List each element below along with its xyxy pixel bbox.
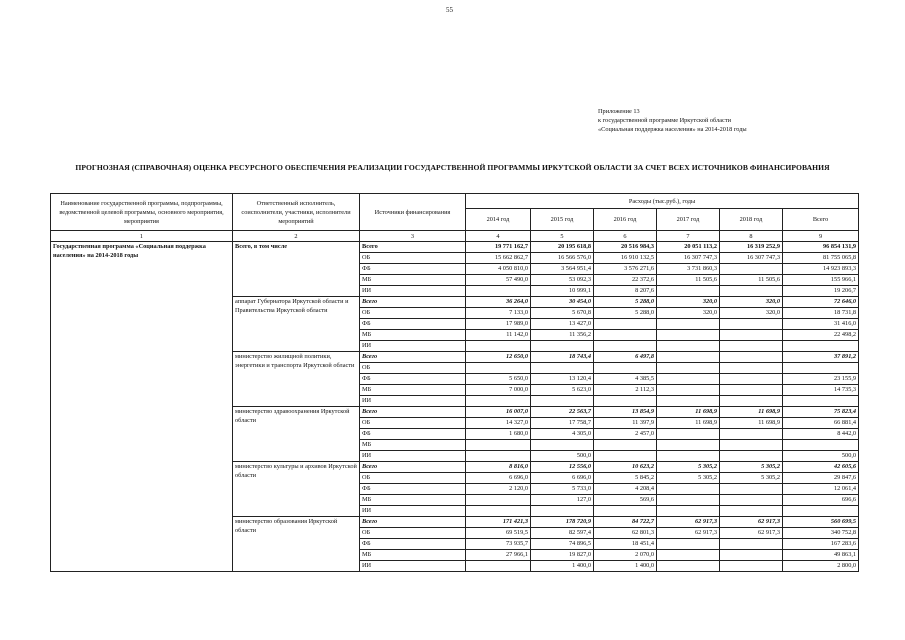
row-total-cell: 75 823,4	[783, 407, 859, 418]
value-cell: 14 327,0	[466, 418, 531, 429]
column-number: 2	[233, 231, 360, 242]
value-cell	[720, 440, 783, 451]
value-cell: 11 356,2	[531, 330, 594, 341]
value-cell	[657, 352, 720, 363]
value-cell: 27 966,1	[466, 550, 531, 561]
value-cell: 17 758,7	[531, 418, 594, 429]
header-year: 2015 год	[531, 209, 594, 231]
value-cell	[657, 484, 720, 495]
value-cell	[466, 451, 531, 462]
row-total-cell: 49 863,1	[783, 550, 859, 561]
header-total: Всего	[783, 209, 859, 231]
value-cell	[657, 495, 720, 506]
value-cell	[657, 363, 720, 374]
value-cell	[657, 451, 720, 462]
header-year: 2017 год	[657, 209, 720, 231]
header-col-name: Наименование государственной программы, подпрограммы, ведомственной целевой программы, основного мероприятия, мероприятия	[51, 194, 233, 231]
value-cell: 5 623,0	[531, 385, 594, 396]
value-cell: 6 696,0	[531, 473, 594, 484]
header-col-source: Источники финансирования	[360, 194, 466, 231]
header-expenses: Расходы (тыс.руб.), годы	[466, 194, 859, 209]
value-cell: 11 505,6	[657, 275, 720, 286]
row-total-cell: 29 847,6	[783, 473, 859, 484]
appendix-line: к государственной программе Иркутской области	[598, 117, 731, 124]
value-cell	[720, 451, 783, 462]
value-cell: 5 733,0	[531, 484, 594, 495]
value-cell	[531, 341, 594, 352]
row-total-cell	[783, 506, 859, 517]
value-cell: 12 556,0	[531, 462, 594, 473]
value-cell	[531, 440, 594, 451]
value-cell: 16 307 747,3	[720, 253, 783, 264]
value-cell: 4 385,5	[594, 374, 657, 385]
value-cell: 57 490,0	[466, 275, 531, 286]
value-cell: 20 051 113,2	[657, 242, 720, 253]
value-cell: 320,0	[720, 308, 783, 319]
value-cell	[720, 363, 783, 374]
value-cell	[720, 374, 783, 385]
program-name-cell: Государственная программа «Социальная поддержка населения» на 2014-2018 годы	[51, 242, 233, 572]
row-total-cell: 155 966,1	[783, 275, 859, 286]
row-total-cell: 560 699,5	[783, 517, 859, 528]
row-total-cell: 22 498,2	[783, 330, 859, 341]
value-cell: 127,0	[531, 495, 594, 506]
value-cell: 62 917,3	[720, 528, 783, 539]
value-cell	[657, 385, 720, 396]
value-cell: 11 698,9	[657, 407, 720, 418]
source-cell: Всего	[360, 407, 466, 418]
row-total-cell	[783, 341, 859, 352]
value-cell: 53 092,3	[531, 275, 594, 286]
value-cell	[720, 330, 783, 341]
value-cell: 1 400,0	[531, 561, 594, 572]
value-cell	[657, 506, 720, 517]
value-cell: 3 576 271,6	[594, 264, 657, 275]
value-cell	[594, 440, 657, 451]
value-cell: 5 305,2	[657, 462, 720, 473]
source-cell: ФБ	[360, 484, 466, 495]
row-total-cell: 72 646,0	[783, 297, 859, 308]
row-total-cell: 66 881,4	[783, 418, 859, 429]
row-total-cell: 12 061,4	[783, 484, 859, 495]
value-cell: 13 120,4	[531, 374, 594, 385]
source-cell: ФБ	[360, 374, 466, 385]
value-cell	[720, 506, 783, 517]
value-cell: 16 007,0	[466, 407, 531, 418]
value-cell: 19 771 162,7	[466, 242, 531, 253]
value-cell: 18 451,4	[594, 539, 657, 550]
value-cell	[720, 484, 783, 495]
executor-cell: Всего, в том числе	[233, 242, 360, 297]
row-total-cell: 18 731,8	[783, 308, 859, 319]
value-cell	[657, 561, 720, 572]
resource-table	[50, 193, 859, 572]
header-year: 2014 год	[466, 209, 531, 231]
value-cell: 13 854,9	[594, 407, 657, 418]
row-total-cell: 31 416,0	[783, 319, 859, 330]
source-cell: Всего	[360, 517, 466, 528]
row-total-cell: 14 923 893,3	[783, 264, 859, 275]
source-cell: ИИ	[360, 506, 466, 517]
value-cell	[466, 396, 531, 407]
value-cell: 5 305,2	[657, 473, 720, 484]
value-cell	[720, 396, 783, 407]
value-cell	[594, 451, 657, 462]
source-cell: МБ	[360, 385, 466, 396]
value-cell: 73 935,7	[466, 539, 531, 550]
source-cell: ОБ	[360, 253, 466, 264]
value-cell	[657, 319, 720, 330]
value-cell: 22 563,7	[531, 407, 594, 418]
value-cell: 18 743,4	[531, 352, 594, 363]
source-cell: ФБ	[360, 319, 466, 330]
value-cell	[531, 506, 594, 517]
value-cell: 320,0	[657, 297, 720, 308]
appendix-note	[598, 107, 747, 134]
value-cell	[657, 374, 720, 385]
column-number: 5	[531, 231, 594, 242]
value-cell	[466, 341, 531, 352]
row-total-cell: 42 605,6	[783, 462, 859, 473]
value-cell	[657, 341, 720, 352]
value-cell: 3 731 860,3	[657, 264, 720, 275]
value-cell: 11 698,9	[657, 418, 720, 429]
header-col-executor: Ответственный исполнитель, соисполнители, участники, исполнители мероприятий	[233, 194, 360, 231]
value-cell: 4 050 810,0	[466, 264, 531, 275]
value-cell	[657, 286, 720, 297]
value-cell: 20 195 618,8	[531, 242, 594, 253]
row-total-cell: 19 206,7	[783, 286, 859, 297]
value-cell	[594, 363, 657, 374]
row-total-cell	[783, 440, 859, 451]
value-cell: 16 319 252,9	[720, 242, 783, 253]
value-cell: 16 566 576,0	[531, 253, 594, 264]
value-cell	[720, 286, 783, 297]
row-total-cell: 8 442,0	[783, 429, 859, 440]
value-cell: 17 989,0	[466, 319, 531, 330]
row-total-cell: 14 735,3	[783, 385, 859, 396]
value-cell: 11 698,9	[720, 407, 783, 418]
value-cell: 11 142,0	[466, 330, 531, 341]
value-cell: 4 208,4	[594, 484, 657, 495]
executor-cell: министерство культуры и архивов Иркутской области	[233, 462, 360, 517]
value-cell: 62 801,3	[594, 528, 657, 539]
value-cell: 3 564 951,4	[531, 264, 594, 275]
source-cell: ИИ	[360, 286, 466, 297]
value-cell	[531, 396, 594, 407]
value-cell: 7 133,0	[466, 308, 531, 319]
source-cell: ОБ	[360, 473, 466, 484]
value-cell: 74 896,5	[531, 539, 594, 550]
source-cell: МБ	[360, 495, 466, 506]
source-cell: ИИ	[360, 561, 466, 572]
value-cell: 5 670,8	[531, 308, 594, 319]
value-cell: 10 623,2	[594, 462, 657, 473]
value-cell	[720, 319, 783, 330]
source-cell: МБ	[360, 550, 466, 561]
row-total-cell: 96 854 131,9	[783, 242, 859, 253]
row-total-cell: 500,0	[783, 451, 859, 462]
value-cell: 82 597,4	[531, 528, 594, 539]
value-cell: 2 120,0	[466, 484, 531, 495]
value-cell: 5 305,2	[720, 473, 783, 484]
value-cell: 30 454,0	[531, 297, 594, 308]
value-cell: 8 207,6	[594, 286, 657, 297]
value-cell: 5 288,0	[594, 297, 657, 308]
value-cell: 2 070,0	[594, 550, 657, 561]
value-cell: 62 917,3	[720, 517, 783, 528]
value-cell: 84 722,7	[594, 517, 657, 528]
page-number: 55	[446, 6, 453, 14]
source-cell: МБ	[360, 330, 466, 341]
source-cell: Всего	[360, 462, 466, 473]
column-number: 9	[783, 231, 859, 242]
source-cell: Всего	[360, 297, 466, 308]
value-cell	[657, 550, 720, 561]
value-cell: 19 827,0	[531, 550, 594, 561]
value-cell: 11 505,6	[720, 275, 783, 286]
value-cell	[720, 539, 783, 550]
value-cell: 7 000,0	[466, 385, 531, 396]
source-cell: ОБ	[360, 363, 466, 374]
value-cell: 5 288,0	[594, 308, 657, 319]
column-number: 4	[466, 231, 531, 242]
value-cell	[720, 341, 783, 352]
value-cell: 16 910 132,5	[594, 253, 657, 264]
appendix-line: «Социальная поддержка населения» на 2014-2018 годы	[598, 126, 747, 133]
value-cell	[657, 539, 720, 550]
value-cell: 10 999,1	[531, 286, 594, 297]
value-cell: 5 845,2	[594, 473, 657, 484]
value-cell	[720, 550, 783, 561]
value-cell	[466, 286, 531, 297]
value-cell	[466, 363, 531, 374]
value-cell	[594, 330, 657, 341]
source-cell: ИИ	[360, 341, 466, 352]
value-cell	[657, 396, 720, 407]
value-cell: 69 519,5	[466, 528, 531, 539]
value-cell: 5 650,0	[466, 374, 531, 385]
value-cell: 178 720,9	[531, 517, 594, 528]
value-cell: 1 680,0	[466, 429, 531, 440]
value-cell	[594, 319, 657, 330]
row-total-cell: 167 283,6	[783, 539, 859, 550]
value-cell: 569,6	[594, 495, 657, 506]
value-cell: 1 400,0	[594, 561, 657, 572]
row-total-cell	[783, 363, 859, 374]
executor-cell: министерство здравоохранения Иркутской области	[233, 407, 360, 462]
value-cell: 2 457,0	[594, 429, 657, 440]
value-cell: 5 305,2	[720, 462, 783, 473]
source-cell: Всего	[360, 352, 466, 363]
value-cell: 320,0	[657, 308, 720, 319]
value-cell: 11 397,9	[594, 418, 657, 429]
row-total-cell	[783, 396, 859, 407]
source-cell: ФБ	[360, 264, 466, 275]
value-cell: 6 696,0	[466, 473, 531, 484]
value-cell	[720, 352, 783, 363]
source-cell: Всего	[360, 242, 466, 253]
value-cell: 13 427,0	[531, 319, 594, 330]
source-cell: ОБ	[360, 418, 466, 429]
value-cell: 36 264,0	[466, 297, 531, 308]
value-cell	[720, 495, 783, 506]
source-cell: МБ	[360, 275, 466, 286]
value-cell: 6 497,8	[594, 352, 657, 363]
value-cell	[720, 561, 783, 572]
header-year: 2016 год	[594, 209, 657, 231]
value-cell	[657, 440, 720, 451]
source-cell: ОБ	[360, 528, 466, 539]
value-cell: 12 650,0	[466, 352, 531, 363]
value-cell: 15 662 862,7	[466, 253, 531, 264]
source-cell: ФБ	[360, 429, 466, 440]
column-number: 8	[720, 231, 783, 242]
appendix-line: Приложение 13	[598, 108, 640, 115]
value-cell: 20 516 984,3	[594, 242, 657, 253]
executor-cell: аппарат Губернатора Иркутской области и Правительства Иркутской области	[233, 297, 360, 352]
value-cell	[531, 363, 594, 374]
value-cell: 4 305,0	[531, 429, 594, 440]
column-number: 1	[51, 231, 233, 242]
value-cell: 320,0	[720, 297, 783, 308]
value-cell	[466, 495, 531, 506]
executor-cell: министерство жилищной политики, энергетики и транспорта Иркутской области	[233, 352, 360, 407]
value-cell: 11 698,9	[720, 418, 783, 429]
value-cell	[720, 385, 783, 396]
value-cell	[720, 264, 783, 275]
value-cell	[720, 429, 783, 440]
value-cell	[594, 506, 657, 517]
column-number: 7	[657, 231, 720, 242]
document-title: ПРОГНОЗНАЯ (СПРАВОЧНАЯ) ОЦЕНКА РЕСУРСНОГО ОБЕСПЕЧЕНИЯ РЕАЛИЗАЦИИ ГОСУДАРСТВЕННОЙ ПРОГРАММЫ ИРКУТСКОЙ ОБЛАСТИ ЗА СЧЕТ ВСЕХ ИСТОЧНИКОВ ФИНАНСИРОВАНИЯ	[75, 163, 830, 172]
value-cell: 8 816,0	[466, 462, 531, 473]
source-cell: МБ	[360, 440, 466, 451]
value-cell: 16 307 747,3	[657, 253, 720, 264]
value-cell: 22 372,6	[594, 275, 657, 286]
value-cell	[657, 330, 720, 341]
header-year: 2018 год	[720, 209, 783, 231]
value-cell: 62 917,3	[657, 528, 720, 539]
source-cell: ОБ	[360, 308, 466, 319]
value-cell	[466, 561, 531, 572]
value-cell: 500,0	[531, 451, 594, 462]
column-number: 6	[594, 231, 657, 242]
executor-cell: министерство образования Иркутской области	[233, 517, 360, 572]
value-cell	[657, 429, 720, 440]
value-cell	[594, 396, 657, 407]
row-total-cell: 696,6	[783, 495, 859, 506]
value-cell	[594, 341, 657, 352]
value-cell: 62 917,3	[657, 517, 720, 528]
row-total-cell: 2 800,0	[783, 561, 859, 572]
source-cell: ИИ	[360, 451, 466, 462]
row-total-cell: 81 755 065,8	[783, 253, 859, 264]
row-total-cell: 37 891,2	[783, 352, 859, 363]
row-total-cell: 23 155,9	[783, 374, 859, 385]
table-row	[51, 242, 859, 253]
column-number: 3	[360, 231, 466, 242]
value-cell: 2 112,3	[594, 385, 657, 396]
value-cell	[466, 506, 531, 517]
row-total-cell: 340 752,8	[783, 528, 859, 539]
value-cell	[466, 440, 531, 451]
value-cell: 171 421,3	[466, 517, 531, 528]
source-cell: ИИ	[360, 396, 466, 407]
source-cell: ФБ	[360, 539, 466, 550]
